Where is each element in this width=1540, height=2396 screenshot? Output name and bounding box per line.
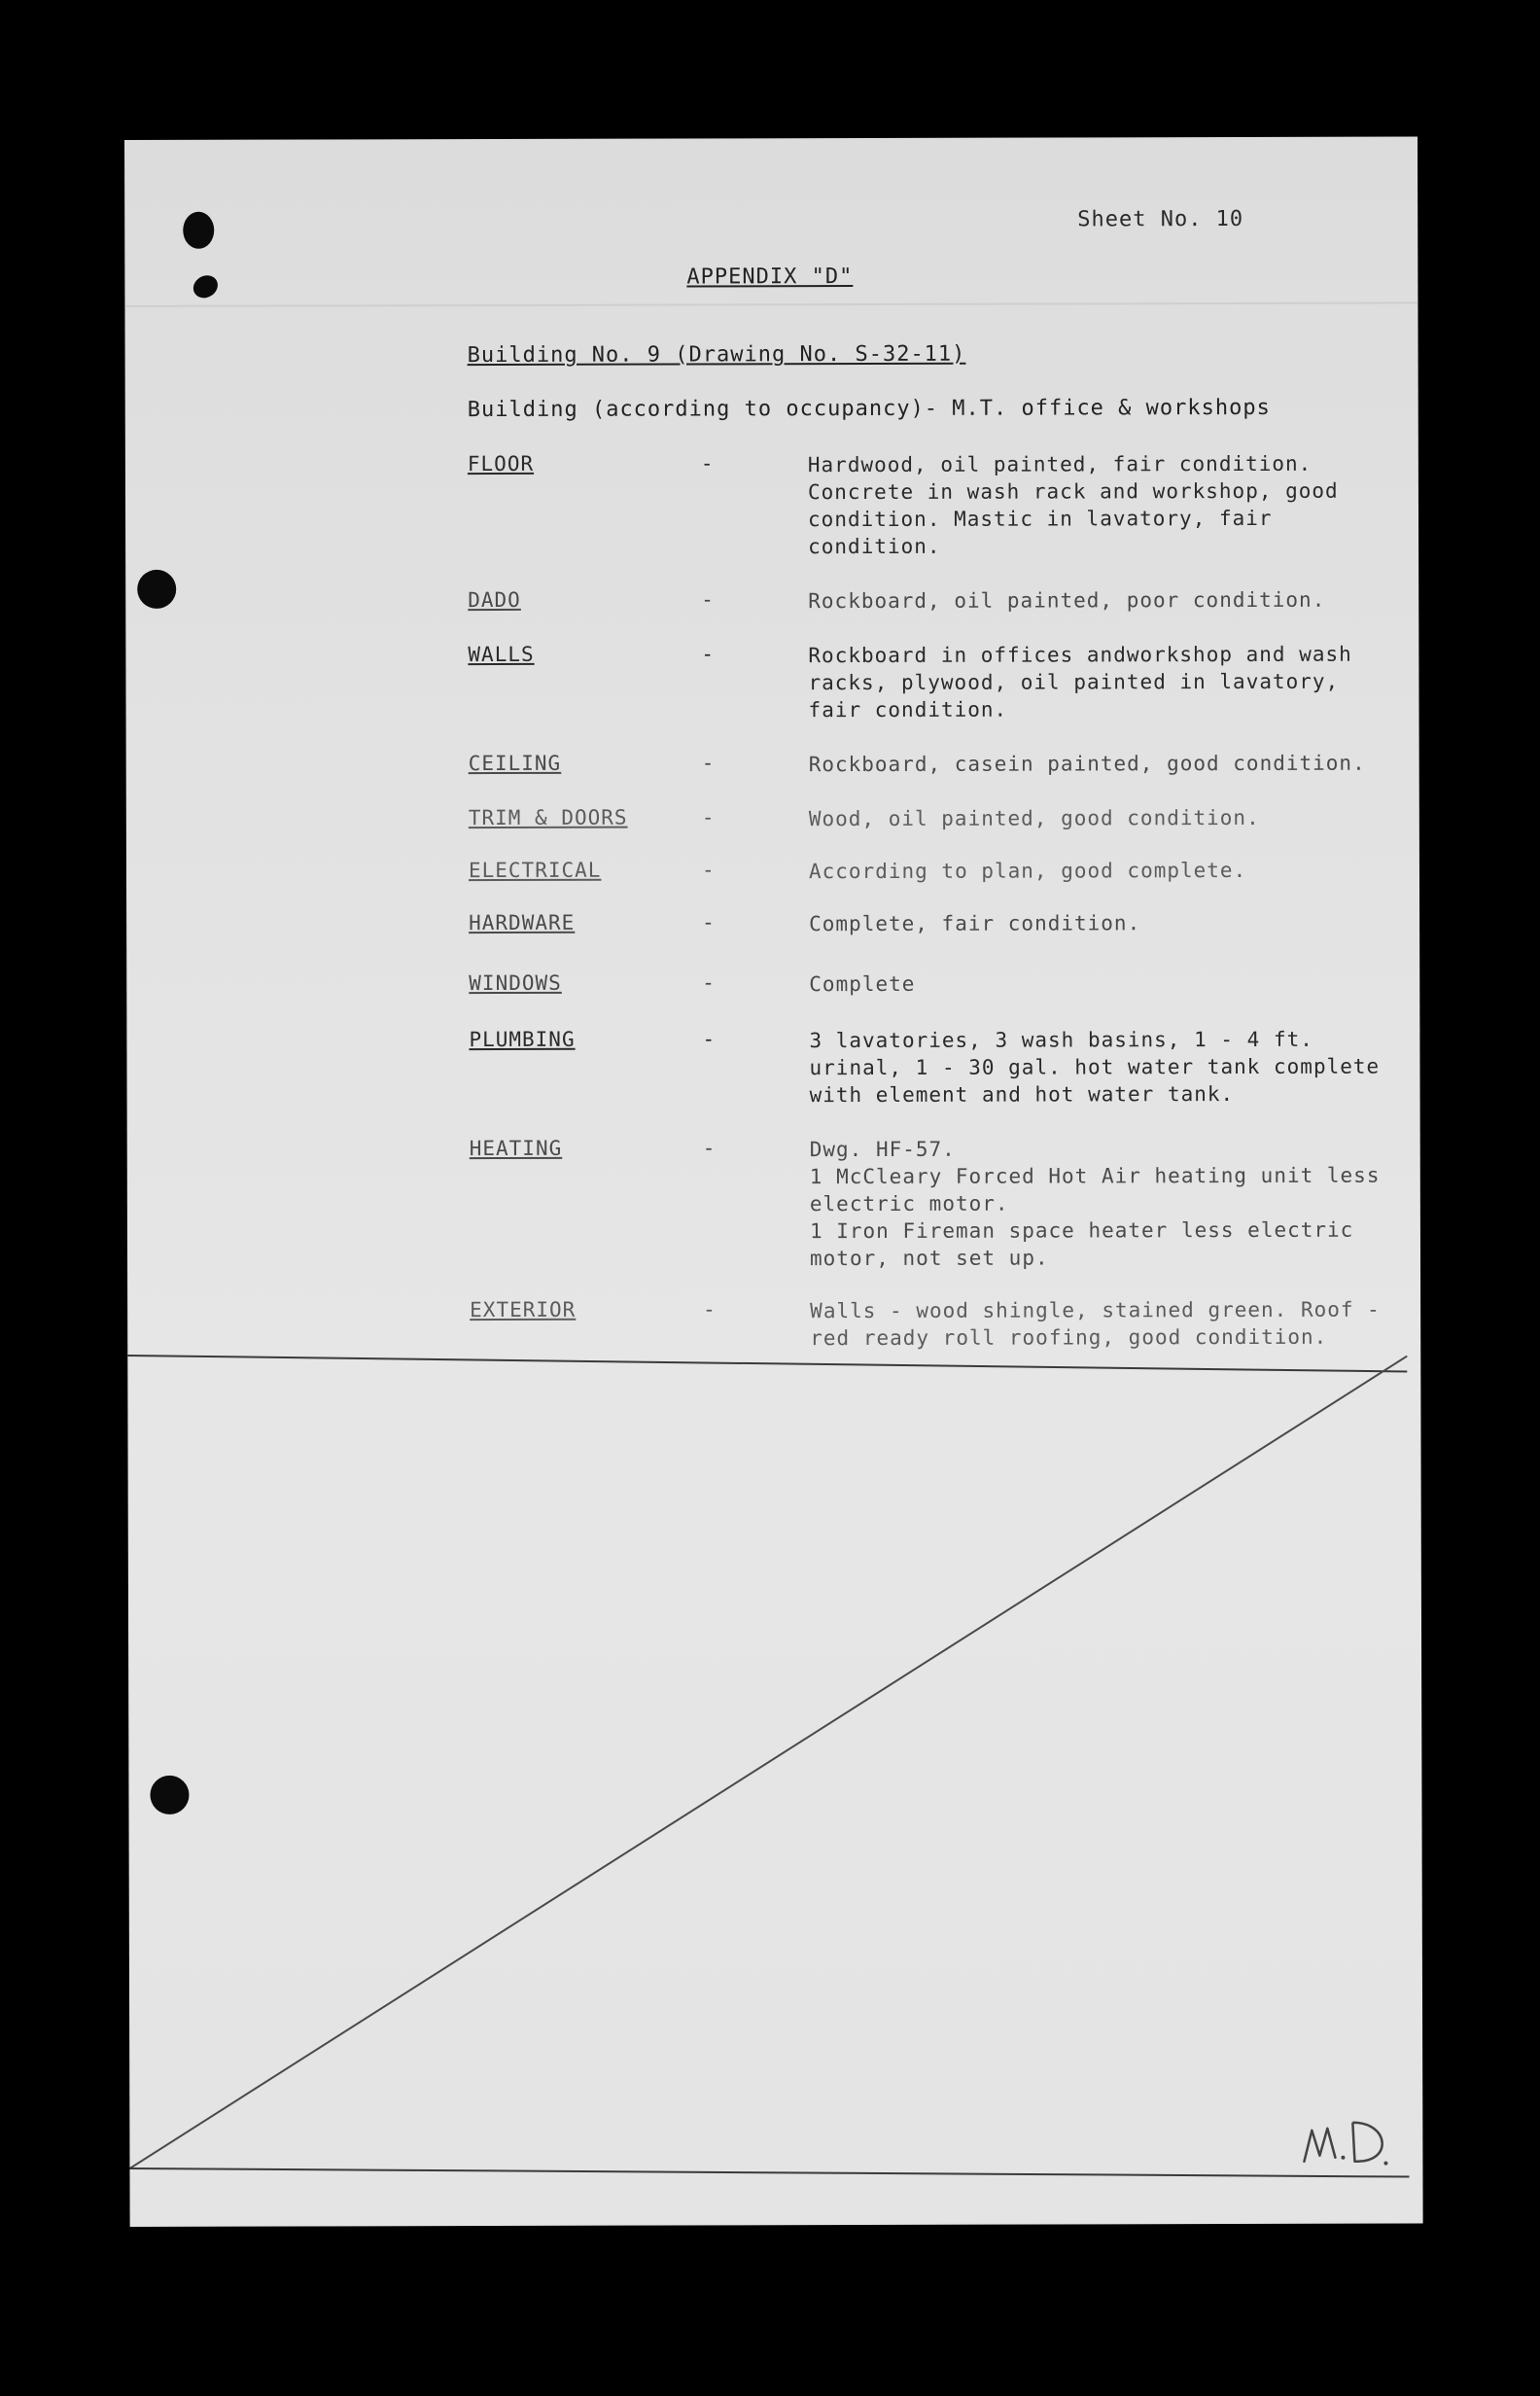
item-value: Rockboard in offices andworkshop and wash racks, plywood, oil painted in lavatory, fair condition. [808, 642, 1352, 722]
item-value: Complete [809, 971, 916, 997]
appendix-heading: APPENDIX "D" [686, 264, 854, 290]
item-dash: - [701, 587, 715, 612]
top-horizontal-line [127, 1353, 1407, 1375]
item-label: CEILING [468, 751, 562, 776]
occupancy-label: Building (according to occupancy) [467, 396, 925, 423]
item-label: WINDOWS [469, 970, 562, 996]
item-label: ELECTRICAL [468, 858, 602, 883]
item-label: HEATING [469, 1136, 563, 1161]
occupancy-value: - M.T. office & workshops [924, 395, 1271, 421]
handwritten-initials [1296, 2101, 1403, 2179]
item-dash: - [702, 970, 716, 995]
item-label: WALLS [468, 642, 535, 667]
item-dash: - [700, 451, 715, 476]
item-dash: - [702, 1027, 717, 1051]
item-dash: - [701, 642, 716, 666]
item-dash: - [702, 910, 716, 934]
item-value: Rockboard, oil painted, poor condition. [808, 587, 1326, 614]
diagonal-line [127, 1357, 1409, 2168]
item-label: HARDWARE [469, 910, 576, 935]
item-value: According to plan, good complete. [808, 858, 1247, 884]
item-value: Complete, fair condition. [809, 911, 1141, 936]
item-dash: - [703, 1297, 717, 1321]
item-value: Wood, oil painted, good condition. [808, 805, 1260, 831]
item-value: Dwg. HF-57. 1 McCleary Forced Hot Air heating unit less electric motor. 1 Iron Fireman space heater less electric motor, not set up. [809, 1137, 1381, 1271]
sheet-number: Sheet No. 10 [1077, 206, 1244, 232]
item-dash: - [701, 805, 716, 829]
item-value: Rockboard, casein painted, good condition. [808, 751, 1366, 777]
item-dash: - [701, 751, 716, 775]
item-label: DADO [468, 587, 521, 613]
document-page [124, 137, 1423, 2227]
cancellation-lines [124, 137, 1423, 2227]
item-dash: - [701, 858, 716, 882]
item-value: Walls - wood shingle, stained green. Roof - red ready roll roofing, good condition. [810, 1297, 1381, 1351]
item-value: 3 lavatories, 3 wash basins, 1 - 4 ft. urinal, 1 - 30 gal. hot water tank complete with element and hot water tank. [809, 1027, 1381, 1108]
bottom-horizontal-line [129, 2166, 1409, 2180]
item-label: FLOOR [467, 451, 535, 476]
building-title: Building No. 9 (Drawing No. S-32-11) [467, 341, 966, 369]
item-label: TRIM & DOORS [468, 805, 628, 830]
item-value: Hardwood, oil painted, fair condition. Concrete in wash rack and workshop, good condition. Mastic in lavatory, fair condition. [807, 451, 1339, 559]
item-dash: - [702, 1136, 717, 1160]
item-label: EXTERIOR [470, 1297, 577, 1322]
item-label: PLUMBING [469, 1027, 576, 1052]
